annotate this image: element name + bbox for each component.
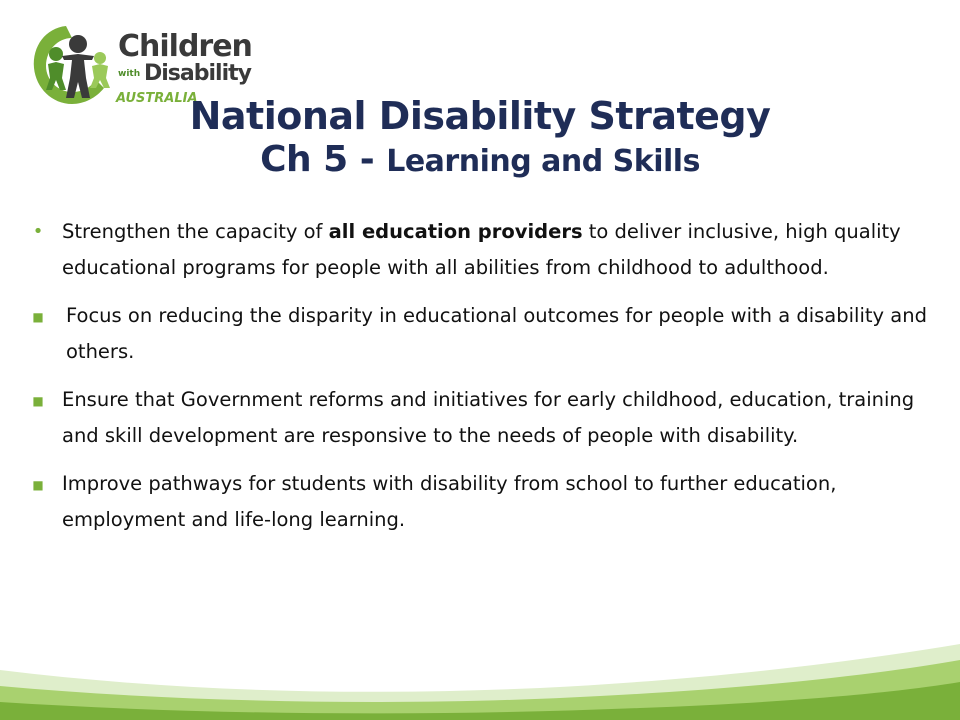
- footer-wave-graphic: [0, 630, 960, 720]
- bullet-text-1-bold: all education providers: [328, 220, 583, 243]
- bullet-list: [28, 214, 933, 538]
- footer-wave: [0, 630, 960, 720]
- logo-wordmark-australia: AUSTRALIA: [116, 91, 198, 106]
- list-item: [28, 466, 933, 538]
- list-item: [28, 214, 933, 286]
- list-item: [28, 298, 933, 370]
- logo-wordmark-with: with: [118, 69, 141, 79]
- bullet-text-1b: to deliver inclusive, high quality educational programs for people with all abilities from childhood to adulthood.: [62, 220, 901, 279]
- square-bullet-icon: ■: [32, 478, 44, 492]
- bullet-text-4: Improve pathways for students with disability from school to further education, employment and life-long learning.: [62, 472, 837, 531]
- title-line-1: National Disability Strategy: [189, 94, 771, 138]
- logo-wordmark-disability: Disability: [144, 61, 251, 86]
- round-bullet-icon: •: [32, 221, 44, 242]
- title-chapter-name: Learning and Skills: [386, 143, 700, 179]
- bullet-text-1a: Strengthen the capacity of: [62, 220, 329, 243]
- title-line-2: [0, 139, 960, 181]
- list-item: [28, 382, 933, 454]
- bullet-text-3: Ensure that Government reforms and initiatives for early childhood, education, training and skill development are responsive to the needs of people with disability.: [62, 388, 915, 447]
- title-chapter: Ch 5 -: [260, 138, 387, 180]
- logo-wordmark-children: Children: [118, 29, 252, 64]
- slide-title: [0, 91, 960, 181]
- bullet-text-2: Focus on reducing the disparity in educational outcomes for people with a disability and others.: [66, 304, 927, 363]
- square-bullet-icon: ■: [32, 394, 44, 408]
- square-bullet-icon: ■: [32, 310, 44, 324]
